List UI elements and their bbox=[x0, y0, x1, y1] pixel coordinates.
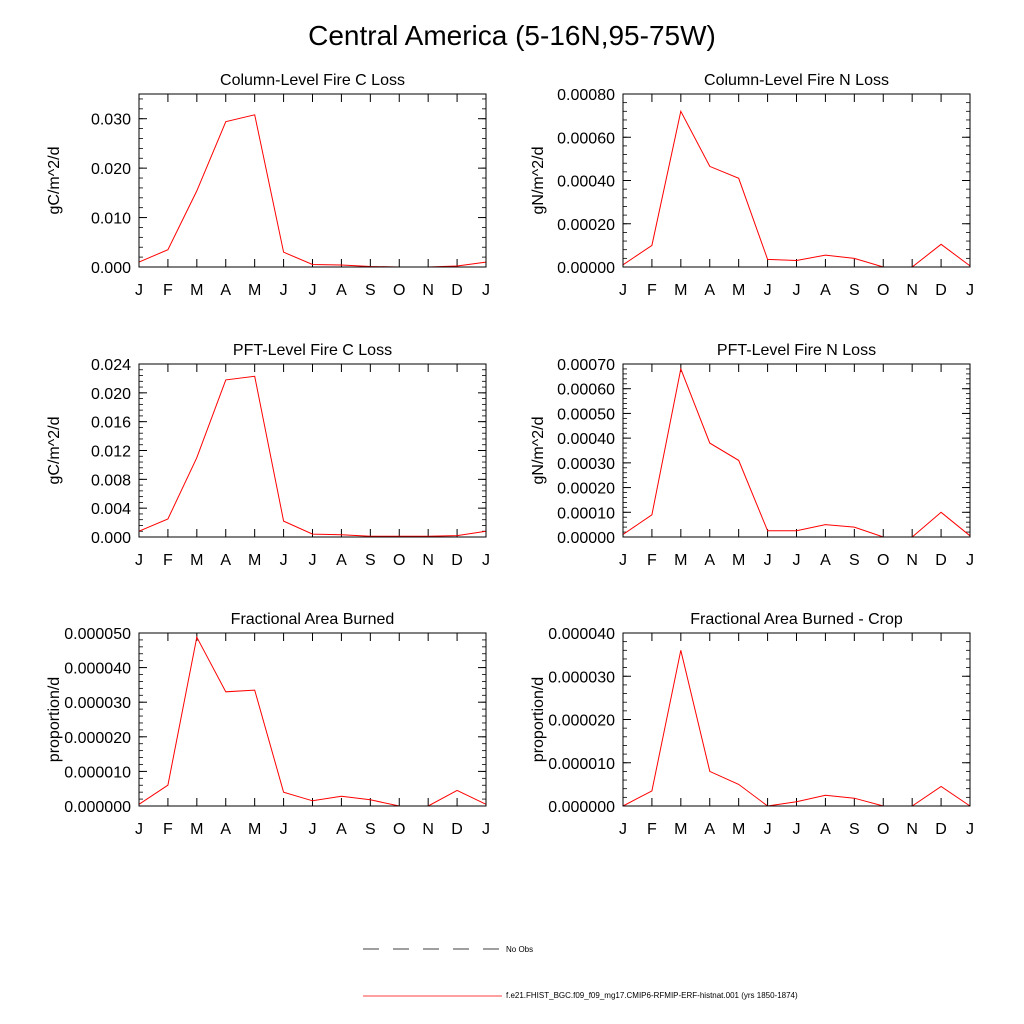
x-tick-label: J bbox=[792, 282, 801, 299]
y-tick-label: 0.000040 bbox=[548, 626, 615, 643]
x-tick-label: M bbox=[732, 282, 746, 299]
y-tick-label: 0.00050 bbox=[557, 406, 615, 424]
panel-title: PFT-Level Fire C Loss bbox=[232, 342, 393, 359]
plot-frame bbox=[139, 633, 486, 806]
chart-panel bbox=[46, 342, 490, 569]
x-tick-label: N bbox=[422, 821, 434, 838]
y-tick-label: 0.00020 bbox=[557, 480, 615, 498]
x-tick-label: M bbox=[248, 282, 262, 299]
x-tick-label: A bbox=[820, 821, 831, 838]
y-tick-label: 0.00080 bbox=[557, 87, 615, 104]
y-tick-label: 0.000000 bbox=[64, 799, 131, 816]
x-tick-label: N bbox=[906, 552, 918, 569]
y-tick-label: 0.00010 bbox=[557, 505, 615, 523]
plot-frame bbox=[139, 364, 486, 537]
x-tick-label: J bbox=[763, 821, 772, 838]
y-tick-label: 0.012 bbox=[90, 443, 131, 461]
plot-frame bbox=[623, 364, 970, 537]
x-tick-label: J bbox=[619, 821, 627, 838]
series-line bbox=[139, 637, 486, 806]
panel-title: Fractional Area Burned bbox=[230, 611, 395, 628]
x-tick-label: D bbox=[451, 821, 463, 838]
x-tick-label: J bbox=[279, 282, 288, 299]
x-tick-label: D bbox=[935, 282, 947, 299]
x-tick-label: J bbox=[966, 552, 974, 569]
x-tick-label: J bbox=[279, 821, 288, 838]
y-tick-label: 0.000050 bbox=[64, 626, 131, 643]
y-tick-label: 0.000030 bbox=[548, 669, 615, 687]
x-tick-label: J bbox=[135, 282, 143, 299]
plot-frame bbox=[623, 94, 970, 267]
x-tick-label: D bbox=[935, 821, 947, 838]
x-tick-label: J bbox=[619, 552, 627, 569]
y-tick-label: 0.00020 bbox=[557, 216, 615, 234]
x-tick-label: M bbox=[674, 282, 688, 299]
x-tick-label: J bbox=[619, 282, 627, 299]
y-tick-label: 0.00040 bbox=[557, 431, 615, 449]
x-tick-label: N bbox=[906, 282, 918, 299]
y-tick-label: 0.008 bbox=[90, 472, 131, 490]
x-tick-label: J bbox=[279, 552, 288, 569]
x-tick-label: F bbox=[163, 821, 173, 838]
y-tick-label: 0.020 bbox=[90, 161, 131, 179]
y-tick-label: 0.00060 bbox=[557, 381, 615, 399]
series-line bbox=[623, 111, 970, 267]
chart-panel bbox=[46, 611, 490, 838]
x-tick-label: J bbox=[966, 821, 974, 838]
x-tick-label: F bbox=[647, 552, 657, 569]
x-tick-label: F bbox=[163, 552, 173, 569]
y-tick-label: 0.000020 bbox=[548, 712, 615, 730]
x-tick-label: M bbox=[732, 552, 746, 569]
x-tick-label: D bbox=[451, 552, 463, 569]
x-tick-label: O bbox=[393, 821, 406, 838]
series-line bbox=[623, 650, 970, 806]
x-tick-label: J bbox=[482, 821, 490, 838]
x-tick-label: J bbox=[308, 821, 317, 838]
y-tick-label: 0.00070 bbox=[557, 357, 615, 374]
y-tick-label: 0.00000 bbox=[557, 260, 615, 277]
x-tick-label: A bbox=[336, 821, 347, 838]
main-title: Central America (5-16N,95-75W) bbox=[308, 20, 716, 51]
x-tick-label: A bbox=[704, 821, 716, 838]
x-tick-label: A bbox=[704, 552, 716, 569]
x-tick-label: A bbox=[336, 552, 347, 569]
x-tick-label: O bbox=[393, 282, 406, 299]
x-tick-label: J bbox=[308, 282, 317, 299]
x-tick-label: J bbox=[763, 552, 772, 569]
y-tick-label: 0.000 bbox=[90, 260, 131, 277]
x-tick-label: N bbox=[906, 821, 918, 838]
series-line bbox=[139, 376, 486, 536]
x-tick-label: J bbox=[482, 552, 490, 569]
panel-title: Column-Level Fire N Loss bbox=[704, 72, 889, 89]
x-tick-label: D bbox=[935, 552, 947, 569]
x-tick-label: A bbox=[220, 552, 232, 569]
x-tick-label: S bbox=[364, 282, 376, 299]
legend-label-no-obs: No Obs bbox=[506, 945, 534, 954]
x-tick-label: A bbox=[820, 552, 831, 569]
x-tick-label: A bbox=[704, 282, 716, 299]
x-tick-label: O bbox=[393, 552, 406, 569]
series-line bbox=[623, 369, 970, 537]
x-tick-label: M bbox=[190, 552, 204, 569]
x-tick-label: A bbox=[336, 282, 347, 299]
plot-frame bbox=[623, 633, 970, 806]
y-tick-label: 0.016 bbox=[90, 414, 131, 432]
x-tick-label: A bbox=[220, 821, 232, 838]
chart-panel bbox=[530, 342, 974, 569]
y-tick-label: 0.000040 bbox=[64, 660, 131, 678]
x-tick-label: J bbox=[135, 821, 143, 838]
legend-label-model: f.e21.FHIST_BGC.f09_f09_mg17.CMIP6-RFMIP-ERF-histnat.001 (yrs 1850-1874) bbox=[506, 991, 798, 1000]
series-line bbox=[139, 115, 486, 267]
x-tick-label: J bbox=[792, 552, 801, 569]
y-axis-label: gC/m^2/d bbox=[46, 146, 63, 215]
panel-title: PFT-Level Fire N Loss bbox=[716, 342, 877, 359]
chart-panel bbox=[530, 72, 974, 299]
x-tick-label: F bbox=[647, 821, 657, 838]
x-tick-label: S bbox=[364, 552, 376, 569]
x-tick-label: A bbox=[220, 282, 232, 299]
x-tick-label: S bbox=[848, 282, 860, 299]
x-tick-label: S bbox=[848, 821, 860, 838]
x-tick-label: N bbox=[422, 282, 434, 299]
y-tick-label: 0.00040 bbox=[557, 173, 615, 191]
y-tick-label: 0.020 bbox=[90, 385, 131, 403]
y-tick-label: 0.000010 bbox=[548, 755, 615, 773]
y-tick-label: 0.010 bbox=[90, 210, 131, 228]
x-tick-label: F bbox=[163, 282, 173, 299]
y-tick-label: 0.000020 bbox=[64, 729, 131, 747]
x-tick-label: M bbox=[248, 552, 262, 569]
y-tick-label: 0.000000 bbox=[548, 799, 615, 816]
x-tick-label: A bbox=[820, 282, 831, 299]
chart-panel bbox=[530, 611, 974, 838]
y-axis-label: proportion/d bbox=[46, 676, 63, 763]
y-axis-label: proportion/d bbox=[530, 676, 547, 763]
y-tick-label: 0.000 bbox=[90, 530, 131, 547]
x-tick-label: M bbox=[248, 821, 262, 838]
x-tick-label: M bbox=[674, 552, 688, 569]
y-tick-label: 0.000030 bbox=[64, 695, 131, 713]
x-tick-label: M bbox=[190, 821, 204, 838]
y-tick-label: 0.030 bbox=[90, 111, 131, 129]
y-tick-label: 0.00060 bbox=[557, 130, 615, 148]
plot-frame bbox=[139, 94, 486, 267]
x-tick-label: D bbox=[451, 282, 463, 299]
y-tick-label: 0.00000 bbox=[557, 530, 615, 547]
x-tick-label: O bbox=[877, 821, 890, 838]
x-tick-label: J bbox=[966, 282, 974, 299]
y-axis-label: gN/m^2/d bbox=[530, 416, 547, 485]
y-axis-label: gC/m^2/d bbox=[46, 416, 63, 485]
x-tick-label: M bbox=[674, 821, 688, 838]
panel-title: Column-Level Fire C Loss bbox=[220, 72, 405, 89]
x-tick-label: J bbox=[792, 821, 801, 838]
y-tick-label: 0.024 bbox=[90, 357, 131, 374]
x-tick-label: M bbox=[732, 821, 746, 838]
x-tick-label: N bbox=[422, 552, 434, 569]
x-tick-label: S bbox=[364, 821, 376, 838]
y-tick-label: 0.000010 bbox=[64, 764, 131, 782]
x-tick-label: J bbox=[763, 282, 772, 299]
x-tick-label: O bbox=[877, 552, 890, 569]
x-tick-label: J bbox=[135, 552, 143, 569]
y-tick-label: 0.004 bbox=[90, 501, 131, 519]
y-tick-label: 0.00030 bbox=[557, 455, 615, 473]
x-tick-label: J bbox=[482, 282, 490, 299]
x-tick-label: S bbox=[848, 552, 860, 569]
x-tick-label: O bbox=[877, 282, 890, 299]
x-tick-label: M bbox=[190, 282, 204, 299]
x-tick-label: F bbox=[647, 282, 657, 299]
panel-title: Fractional Area Burned - Crop bbox=[690, 611, 903, 628]
x-tick-label: J bbox=[308, 552, 317, 569]
y-axis-label: gN/m^2/d bbox=[530, 146, 547, 215]
chart-panel bbox=[46, 72, 490, 299]
